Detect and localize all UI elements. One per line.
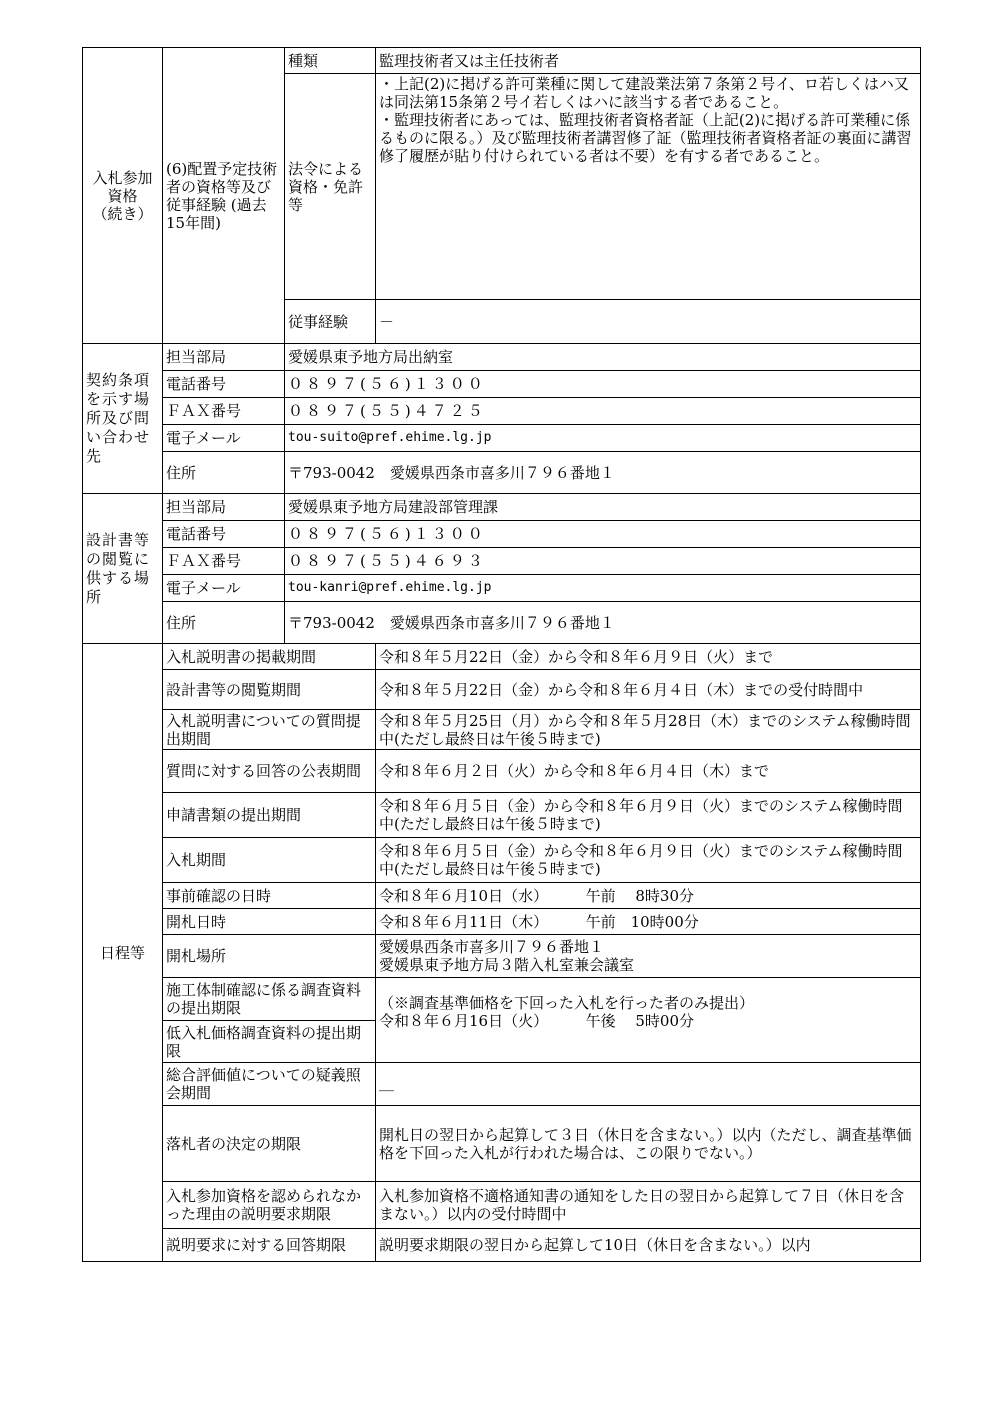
schedule-value: 令和８年６月２日（火）から令和８年６月４日（木）まで [376,750,921,793]
schedule-value: 令和８年６月10日（水） 午前 8時30分 [376,883,921,909]
qualification-section-header: 入札参加 資格 （続き） [83,48,163,344]
contract-section-header: 契約条項を示す場所及び問い合わせ先 [83,344,163,494]
design-email-value: tou-kanri@pref.ehime.lg.jp [285,575,921,602]
schedule-label: 設計書等の閲覧期間 [163,670,376,710]
contract-dept-label: 担当部局 [163,344,285,371]
schedule-value: 令和８年５月22日（金）から令和８年６月４日（木）までの受付時間中 [376,670,921,710]
type-label: 種類 [285,48,376,74]
experience-label: 従事経験 [285,300,376,344]
schedule-label: 開札場所 [163,935,376,978]
schedule-value: 令和８年５月25日（月）から令和８年５月28日（木）までのシステム稼働時間中(ただし最終日は午後５時まで) [376,710,921,750]
contract-email-value: tou-suito@pref.ehime.lg.jp [285,425,921,452]
experience-value: － [376,300,921,344]
contract-tel-label: 電話番号 [163,371,285,398]
contract-address-label: 住所 [163,452,285,494]
survey-note: （※調査基準価格を下回った入札を行った者のみ提出） [379,994,755,1012]
design-section-header: 設計書等の閲覧に供する場所 [83,494,163,644]
contract-address-value: 〒793-0042 愛媛県西条市喜多川７９６番地１ [285,452,921,494]
license-paragraph-1: ・上記(2)に掲げる許可業種に関して建設業法第７条第２号イ、ロ若しくはハ又は同法第15条第２号イ若しくはハに該当する者であること。 [379,75,909,111]
schedule-value: 開札日の翌日から起算して３日（休日を含まない。）以内（ただし、調査基準価格を下回った入札が行われた場合は、この限りでない。） [376,1106,921,1182]
license-value [376,74,921,300]
type-value: 監理技術者又は主任技術者 [376,48,921,74]
design-fax-value: ０８９７(５５)４６９３ [285,548,921,575]
survey-deadline-value [376,978,921,1063]
schedule-label: 入札説明書の掲載期間 [163,644,376,670]
schedule-label: 低入札価格調査資料の提出期限 [163,1021,376,1063]
schedule-label: 申請書類の提出期間 [163,793,376,838]
schedule-value: 愛媛県西条市喜多川７９６番地１ 愛媛県東予地方局３階入札室兼会議室 [376,935,921,978]
contract-tel-value: ０８９７(５６)１３００ [285,371,921,398]
schedule-label: 入札期間 [163,838,376,883]
schedule-value: 入札参加資格不適格通知書の通知をした日の翌日から起算して７日（休日を含まない。）以内の受付時間中 [376,1182,921,1229]
design-fax-label: ＦＡＸ番号 [163,548,285,575]
design-address-label: 住所 [163,602,285,644]
schedule-label: 総合評価値についての疑義照会期間 [163,1063,376,1106]
schedule-section-header: 日程等 [83,644,163,1262]
schedule-label: 質問に対する回答の公表期間 [163,750,376,793]
schedule-label: 入札参加資格を認められなかった理由の説明要求期限 [163,1182,376,1229]
schedule-label: 施工体制確認に係る調査資料の提出期限 [163,978,376,1021]
design-tel-label: 電話番号 [163,521,285,548]
schedule-label: 事前確認の日時 [163,883,376,909]
schedule-label: 説明要求に対する回答期限 [163,1229,376,1262]
contract-fax-label: ＦＡＸ番号 [163,398,285,425]
schedule-value: 令和８年６月５日（金）から令和８年６月９日（火）までのシステム稼働時間中(ただし最終日は午後５時まで) [376,838,921,883]
schedule-value: 説明要求期限の翌日から起算して10日（休日を含まない。）以内 [376,1229,921,1262]
design-dept-value: 愛媛県東予地方局建設部管理課 [285,494,921,521]
design-dept-label: 担当部局 [163,494,285,521]
design-tel-value: ０８９７(５６)１３００ [285,521,921,548]
design-address-value: 〒793-0042 愛媛県西条市喜多川７９６番地１ [285,602,921,644]
license-label: 法令による資格・免許等 [285,74,376,300]
schedule-label: 開札日時 [163,909,376,935]
contract-fax-value: ０８９７(５５)４７２５ [285,398,921,425]
bid-document-table [82,47,921,1262]
schedule-value: 令和８年６月11日（木） 午前 10時00分 [376,909,921,935]
design-email-label: 電子メール [163,575,285,602]
schedule-label: 入札説明書についての質問提出期間 [163,710,376,750]
schedule-value: 令和８年６月５日（金）から令和８年６月９日（火）までのシステム稼働時間中(ただし最終日は午後５時まで) [376,793,921,838]
schedule-value: ＿ [376,1063,921,1106]
contract-dept-value: 愛媛県東予地方局出納室 [285,344,921,371]
license-paragraph-2: ・監理技術者にあっては、監理技術者資格者証（上記(2)に掲げる許可業種に係るものに限る。）及び監理技術者講習修了証（監理技術者資格者証の裏面に講習修了履歴が貼り付けられている者は不要）を有する者であること。 [379,111,912,165]
schedule-value: 令和８年５月22日（金）から令和８年６月９日（火）まで [376,644,921,670]
schedule-label: 落札者の決定の期限 [163,1106,376,1182]
contract-email-label: 電子メール [163,425,285,452]
survey-deadline: 令和８年６月16日（火） 午後 5時00分 [379,1012,694,1030]
assigned-engineer-qualification-label: (6)配置予定技術者の資格等及び従事経験 (過去15年間) [163,48,285,344]
